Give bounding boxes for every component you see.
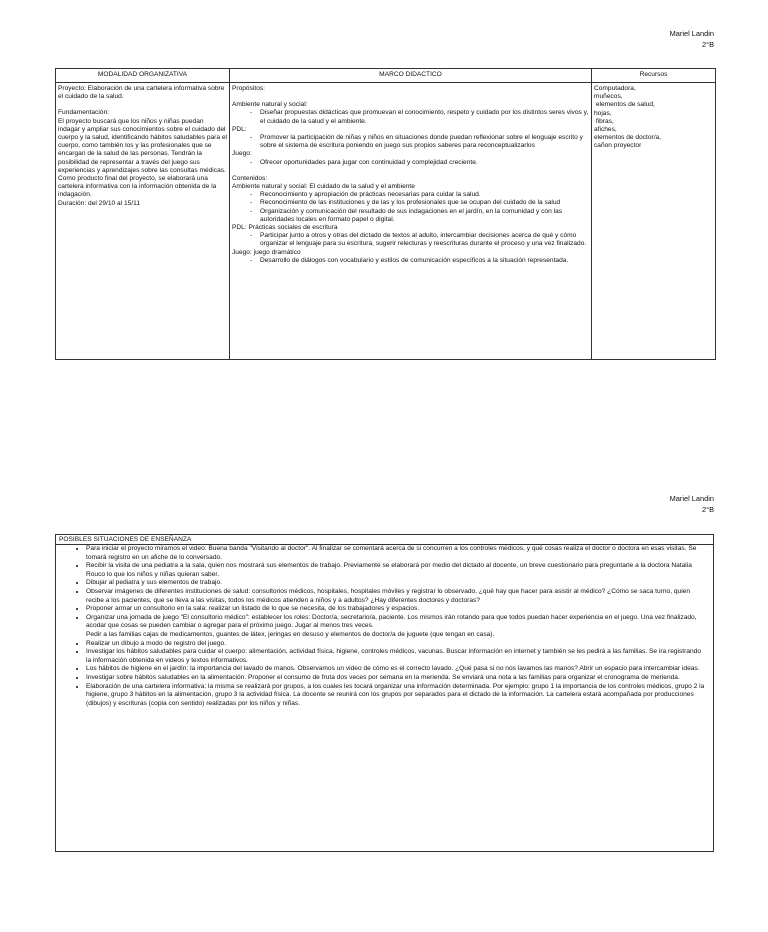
column-header-marco: MARCO DIDACTICO <box>230 69 592 83</box>
list-item: • Investigar los hábitos saludables para cuidar el cuerpo: alimentación, actividad física, higiene, controles médicos, vacunas. Buscar información en internet y también se les pedirá a las familias. Se ira registrando la información obtenida en videos y textos informativos. <box>86 648 713 665</box>
recurso-item: Computadora, <box>594 85 636 92</box>
situaciones-list <box>56 545 713 708</box>
juego-title: Juego: <box>232 150 252 158</box>
modalidad-cell <box>56 83 230 360</box>
recurso-item: fibras, <box>594 117 614 125</box>
recurso-item: elementos de salud, <box>594 101 655 109</box>
column-header-modalidad: MODALIDAD ORGANIZATIVA <box>56 69 230 83</box>
recurso-item: hojas, <box>594 109 612 117</box>
ambiente-title: Ambiente natural y social: <box>232 101 308 109</box>
list-item: • Proponer armar un consultorio en la sala: realizar un listado de lo que se necesita, de los trabajadores y espacios. <box>86 605 713 614</box>
recurso-item: cañon proyector <box>594 142 642 150</box>
list-item: - Diseñar propuestas didácticas que promuevan el conocimiento, respeto y cuidado por los distintos seres vivos y, el cuidado de la salud y el ambiente. <box>250 109 589 125</box>
list-item <box>86 614 713 640</box>
recursos-cell <box>592 83 716 360</box>
situaciones-title: POSIBLES SITUACIONES DE ENSEÑANZA <box>56 535 713 545</box>
list-item-text: Organizar una jornada de juego "El consultorio médico": establecer los roles: Doctor/a, secretario/a, paciente. Los mismos irán rotando para que todos puedan hacer experiencia en el juego. Una vez finalizado, acodar que cosas se pueden cambiar o agregar para el próximo juego. Jugar al menos tres veces. <box>86 613 697 630</box>
list-item: - Reconocimiento de las instituciones y de las y los profesionales que se ocupan del cuidado de la salud <box>250 199 589 207</box>
table-header-row <box>56 69 716 83</box>
contenidos-juego-list <box>232 257 589 265</box>
list-item: • Recibir la visita de una pediatra a la sala, quien nos mostrará sus elementos de trabajo. Previamente se elaborará por medio del dictado al docente, un breve cuestionario para preguntarle a la doctora Natalia Rouco lo que los niños y niñas quieran saber. <box>86 562 713 579</box>
pdl-list <box>232 134 589 150</box>
list-item: • Dibujar al pediatra y sus elementos de trabajo. <box>86 579 713 588</box>
page-header <box>670 493 714 515</box>
list-item: - Organización y comunicación del resultado de sus indagaciones en el jardín, en la comunidad y con las autoridades locales en formato papel o digital. <box>250 208 589 224</box>
contenidos-pdl-title: PDL: Prácticas sociales de escritura <box>232 224 338 232</box>
column-header-recursos: Recursos <box>592 69 716 83</box>
list-item-note: Pedir a las familias cajas de medicamentos, guantes de látex, jeringas en desuso y elementos de doctor/a de juguete (que tengan en casa). <box>86 630 495 638</box>
list-item: - Reconocimiento y apropiación de prácticas necesarias para cuidar la salud. <box>250 191 589 199</box>
list-item: • Investigar sobre hábitos saludables en la alimentación. Proponer el consumo de fruta dos veces por semana en la merienda. Se enviará una nota a las familias para organizar el cronograma de merienda. <box>86 674 713 683</box>
propositos-title: Propósitos: <box>232 85 265 92</box>
list-item: - Desarrollo de diálogos con vocabulario y estilos de comunicación específicos a la situación representada. <box>250 257 589 265</box>
recurso-item: elementos de doctor/a, <box>594 134 662 142</box>
fundamentacion-title: Fundamentación: <box>58 109 109 117</box>
fundamentacion-text: El proyecto buscará que los niños y niñas puedan indagar y ampliar sus conocimientos sobre el cuidado del cuerpo y la salud, identificando hábitos saludables para el cuerpo, como también los y las profesionales que se encargan de la salud de las personas. Tendrán la posibilidad de representar a través del juego sus experiencias y aprendizajes sobre las consultas médicas. Como producto final del proyecto, se elaborará una cartelera informativa con la información obtenida de la indagación. <box>58 117 227 199</box>
list-item: • Observar imágenes de diferentes instituciones de salud: consultorios médicos, hospitales, hospitales móviles y registrar lo observado. ¿qué hay que hacer para asistir al médico? ¿Cómo se saca turno, quien recibe a los pacientes, que se lleva a las visitas, todos los médicos atienden a niños y a adultos? ¿Hay diferentes doctores y doctoras? <box>86 588 713 605</box>
recurso-item: afiches, <box>594 126 617 134</box>
contenidos-pdl-list <box>232 232 589 248</box>
planning-table <box>55 68 716 360</box>
situaciones-box <box>55 534 714 852</box>
list-item: • Para iniciar el proyecto miramos el video: Buena banda "Visitando al doctor". Al finalizar se comentará acerca de si concurren a los controles médicos, y qué cosas realiza el doctor o doctora en esas visitas. Se tomará registro en un afiche de lo conversado. <box>86 545 713 562</box>
pdl-title: PDL: <box>232 125 247 133</box>
duracion-text: Duración: del 29/10 al 15/11 <box>58 199 140 207</box>
page-header <box>670 28 714 50</box>
recurso-item: muñecos, <box>594 93 623 101</box>
list-item: - Participar junto a otros y otras del dictado de textos al adulto, intercambiar decisiones acerca de qué y cómo organizar el lenguaje para su escritura, sugerir relecturas y reescrituras durante el proceso y una vez finalizado. <box>250 232 589 248</box>
marco-cell <box>230 83 592 360</box>
author-name: Mariel Landin <box>669 29 714 38</box>
proyecto-text: Proyecto: Elaboración de una cartelera informativa sobre el cuidado de la salud. <box>58 85 225 101</box>
class-section: 2°B <box>702 40 714 49</box>
list-item: - Ofrecer oportunidades para jugar con continuidad y complejidad creciente. <box>250 159 589 167</box>
contenidos-juego-title: Juego: juego dramático <box>232 248 301 256</box>
juego-list <box>232 159 589 167</box>
contenidos-title: Contenidos: <box>232 174 268 182</box>
contenidos-ambiente-title: Ambiente natural y social: El cuidado de la salud y el ambiente <box>232 183 415 191</box>
ambiente-list <box>232 109 589 125</box>
table-row <box>56 83 716 360</box>
list-item: • Elaboración de una cartelera informativa: la misma se realizará por grupos, a los cuales les tocará organizar una información determinada. Por ejemplo: grupo 1 la importancia de los controles médicos, grupo 2 la higiene, grupo 3 hábitos en la alimentación, grupo 3 la actividad física. La docente se reunirá con los grupos por separados para el dictado de la información. La cartelera estará acompañada por producciones (dibujos) y escrituras (copia con sentido) realizadas por los niños y niñas. <box>86 683 713 709</box>
list-item: • Los hábitos de higiene en el jardín: la importancia del lavado de manos. Observamos un video de cómo es el correcto lavado. ¿Qué pasa si no nos lavamos las manos? Abrir un espacio para intercambiar ideas. <box>86 665 713 674</box>
class-section: 2°B <box>702 505 714 514</box>
contenidos-ambiente-list <box>232 191 589 224</box>
author-name: Mariel Landin <box>669 494 714 503</box>
list-item: • Realizar un dibujo a modo de registro del juego. <box>86 640 713 649</box>
list-item: - Promover la participación de niñas y niños en situaciones donde puedan reflexionar sobre el lenguaje escrito y sobre el sistema de escritura poniendo en juego sus propios saberes para reconceptualizarlos <box>250 134 589 150</box>
